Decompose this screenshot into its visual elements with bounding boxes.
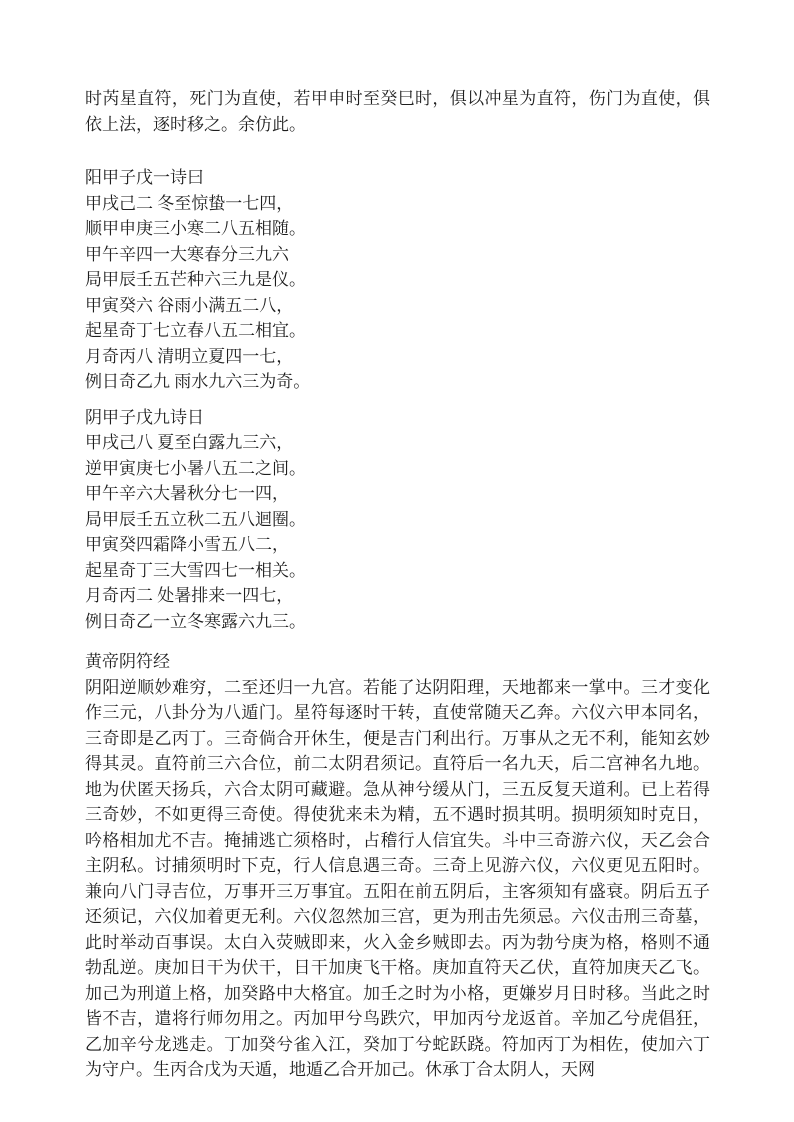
huangdi-heading: 黄帝阴符经 bbox=[85, 652, 170, 671]
poem-line: 局甲辰壬五芒种六三九是仪。 bbox=[85, 270, 306, 289]
yang-poem-heading: 阳甲子戊一诗曰 bbox=[85, 168, 204, 187]
poem-line: 月奇丙八 清明立夏四一七， bbox=[85, 346, 294, 366]
yang-poem-section bbox=[85, 165, 710, 395]
yin-poem-heading: 阴甲子戊九诗日 bbox=[85, 407, 204, 427]
poem-line: 起星奇丁三大雪四七一相关。 bbox=[85, 560, 306, 580]
poem-line: 顺甲申庚三小寒二八五相随。 bbox=[85, 219, 306, 238]
poem-line: 月奇丙二 处暑排来一四七， bbox=[85, 586, 294, 605]
poem-line: 起星奇丁七立春八五二相宜。 bbox=[85, 321, 306, 340]
huangdi-section bbox=[85, 649, 710, 1083]
poem-line: 甲戌己八 夏至白露九三六， bbox=[85, 433, 294, 452]
intro-paragraph: 时芮星直符，死门为直使，若甲申时至癸巳时，俱以冲星为直符，伤门为直使，俱依上法，逐时移之。余仿此。 bbox=[85, 89, 710, 134]
poem-line: 甲戌己二 冬至惊蛰一七四， bbox=[85, 193, 294, 213]
poem-line: 逆甲寅庚七小暑八五二之间。 bbox=[85, 458, 306, 478]
poem-line: 甲寅癸六 谷雨小满五二八， bbox=[85, 295, 294, 315]
poem-line: 甲午辛四一大寒春分三九六 bbox=[85, 244, 289, 264]
poem-line: 甲寅癸四霜降小雪五八二， bbox=[85, 535, 289, 554]
poem-line: 例日奇乙一立冬寒露六九三。 bbox=[85, 611, 306, 631]
yin-poem-section bbox=[85, 405, 710, 635]
huangdi-body: 阴阳逆顺妙难穷，二至还归一九宫。若能了达阴阳理，天地都来一掌中。三才变化作三元，八卦分为八遁门。星符每逐时干转，直使常随天乙奔。六仪六甲本同名，三奇即是乙丙丁。三奇倘合开休生，便是吉门利出行。万事从之无不利，能知玄妙得其灵。直符前三六合位，前二太阴君须记。直符后一名九天，后二宫神名九地。地为伏匿天扬兵，六合太阴可藏避。急从神兮缓从门，三五反复天道利。已上若得三奇妙，不如更得三奇使。得使犹来未为精，五不遇时损其明。损明须知时克日，吟格相加尤不吉。掩捕逃亡须格时，占稽行人信宜失。斗中三奇游六仪，天乙会合主阴私。讨捕须明时下克，行人信息遇三奇。三奇上见游六仪，六仪更见五阳时。兼向八门寻吉位，万事开三万事宜。五阳在前五阴后，主客须知有盛衰。阴后五子还须记，六仪加着更无利。六仪忽然加三宫，更为刑击先须忌。六仪击刑三奇墓，此时举动百事误。太白入荧贼即来，火入金乡贼即去。丙为勃兮庚为格，格则不通勃乱逆。庚加日干为伏干，日干加庚飞干格。庚加直符天乙伏，直符加庚天乙飞。加己为刑道上格，加癸路中大格宜。加壬之时为小格，更嫌岁月日时移。当此之时皆不吉，遣将行师勿用之。丙加甲兮鸟跌穴，甲加丙兮龙返首。辛加乙兮虎倡狂，乙加辛兮龙逃走。丁加癸兮雀入江，癸加丁兮蛇跃跷。符加丙丁为相佐，使加六丁为守户。生丙合戊为天遁，地遁乙合开加己。休承丁合太阴人，天网 bbox=[85, 677, 710, 1079]
poem-line: 例日奇乙九 雨水九六三为奇。 bbox=[85, 372, 311, 391]
poem-line: 甲午辛六大暑秋分七一四， bbox=[85, 484, 289, 503]
poem-line: 局甲辰壬五立秋二五八迴圈。 bbox=[85, 509, 306, 529]
